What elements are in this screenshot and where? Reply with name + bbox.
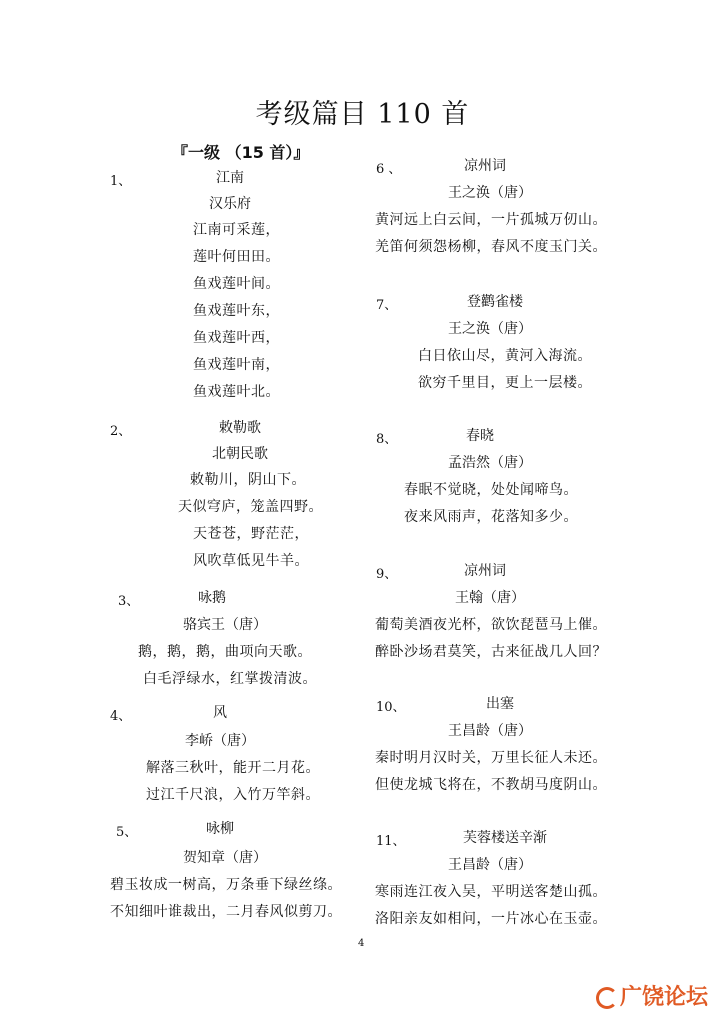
poem-line: 夜来风雨声，花落知多少。: [404, 509, 578, 525]
poem-line: 过江千尺浪，入竹万竿斜。: [146, 787, 320, 803]
poem-number: 1、: [110, 174, 132, 189]
poem-title: 咏柳: [206, 821, 234, 837]
poem-line: 江南可采莲，: [193, 222, 280, 238]
poem-line: 不知细叶谁裁出，二月春风似剪刀。: [110, 904, 342, 920]
poem-line: 天似穹庐，笼盖四野。: [178, 499, 323, 515]
poem-author: 骆宾王（唐）: [183, 617, 267, 633]
poem-title: 敕勒歌: [219, 420, 261, 436]
poem-title: 凉州词: [464, 158, 506, 174]
poem-number: 8、: [376, 432, 398, 447]
poem-author: 王之涣（唐）: [448, 321, 532, 337]
poem-line: 鱼戏莲叶南，: [193, 357, 280, 373]
poem-line: 羌笛何须怨杨柳，春风不度玉门关。: [375, 239, 607, 255]
poem-line: 白日依山尽，黄河入海流。: [418, 348, 592, 364]
page-title: 考级篇目 110 首: [255, 99, 470, 130]
poem-line: 鱼戏莲叶间。: [193, 276, 280, 292]
poem-author: 李峤（唐）: [185, 733, 255, 749]
poem-line: 鱼戏莲叶西，: [193, 330, 280, 346]
poem-line: 白毛浮绿水，红掌拨清波。: [143, 671, 317, 687]
poem-line: 敕勒川，阴山下。: [190, 472, 306, 488]
poem-number: 3、: [118, 594, 140, 609]
poem-author: 汉乐府: [209, 196, 251, 212]
poem-line: 醉卧沙场君莫笑，古来征战几人回？: [375, 644, 607, 660]
poem-line: 解落三秋叶，能开二月花。: [146, 760, 320, 776]
poem-title: 凉州词: [464, 563, 506, 579]
poem-author: 孟浩然（唐）: [448, 455, 532, 471]
level-heading: 『一级 （15 首）』: [172, 143, 310, 162]
logo-text: 广饶论坛: [620, 985, 709, 1010]
poem-number: 11、: [376, 834, 406, 849]
poem-author: 王昌龄（唐）: [448, 857, 532, 873]
poem-line: 洛阳亲友如相问，一片冰心在玉壶。: [375, 911, 607, 927]
poem-line: 天苍苍，野茫茫，: [193, 526, 309, 542]
poem-title: 芙蓉楼送辛渐: [463, 830, 547, 846]
poem-author: 王翰（唐）: [455, 590, 525, 606]
poem-line: 鱼戏莲叶北。: [193, 384, 280, 400]
poem-author: 北朝民歌: [212, 446, 268, 462]
poem-line: 但使龙城飞将在，不教胡马度阴山。: [375, 777, 607, 793]
poem-number: 5、: [116, 825, 138, 840]
poem-title: 风: [213, 705, 227, 721]
poem-line: 鱼戏莲叶东，: [193, 303, 280, 319]
poem-line: 莲叶何田田。: [193, 249, 280, 265]
poem-author: 贺知章（唐）: [183, 850, 267, 866]
logo-g-icon: [596, 987, 618, 1009]
forum-logo: [596, 980, 708, 1011]
poem-line: 秦时明月汉时关，万里长征人未还。: [375, 750, 607, 766]
poem-title: 登鹳雀楼: [467, 294, 523, 310]
poem-author: 王之涣（唐）: [448, 185, 532, 201]
poem-number: 4、: [110, 709, 132, 724]
poem-number: 2、: [110, 424, 132, 439]
poem-line: 寒雨连江夜入吴，平明送客楚山孤。: [375, 884, 607, 900]
poem-title: 江南: [216, 170, 244, 186]
poem-title: 咏鹅: [198, 590, 226, 606]
poem-number: 6 、: [376, 162, 402, 177]
poem-line: 黄河远上白云间，一片孤城万仞山。: [375, 212, 607, 228]
poem-line: 春眠不觉晓，处处闻啼鸟。: [404, 482, 578, 498]
poem-title: 出塞: [486, 696, 514, 712]
poem-line: 鹅，鹅，鹅，曲项向天歌。: [138, 644, 312, 660]
poem-number: 9、: [376, 567, 398, 582]
poem-line: 欲穷千里目，更上一层楼。: [418, 375, 592, 391]
poem-line: 碧玉妆成一树高，万条垂下绿丝绦。: [110, 877, 342, 893]
poem-number: 10、: [376, 700, 406, 715]
page-number: 4: [358, 938, 365, 949]
poem-number: 7、: [376, 298, 398, 313]
poem-line: 葡萄美酒夜光杯，欲饮琵琶马上催。: [375, 617, 607, 633]
poem-author: 王昌龄（唐）: [448, 723, 532, 739]
poem-line: 风吹草低见牛羊。: [193, 553, 309, 569]
poem-title: 春晓: [466, 428, 494, 444]
